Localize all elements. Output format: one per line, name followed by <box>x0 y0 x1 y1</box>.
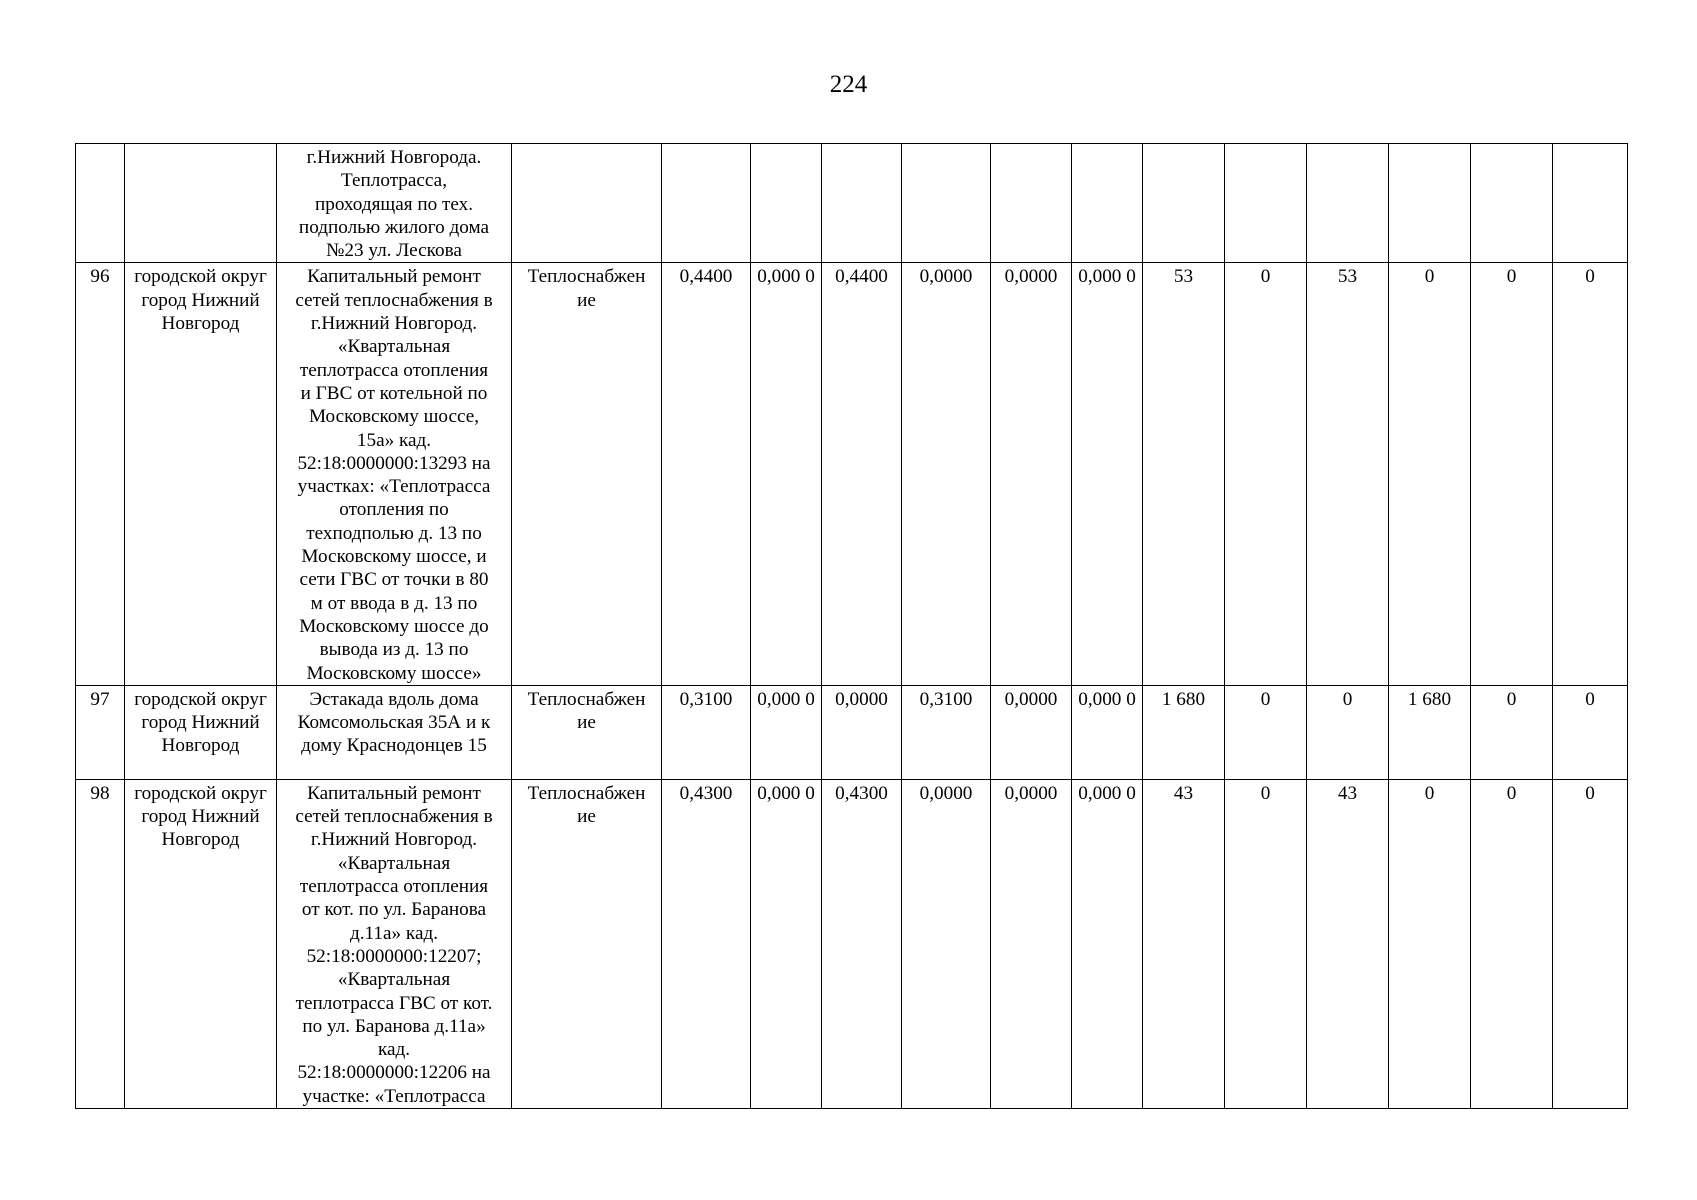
description-line: Московскому шоссе до <box>299 615 489 637</box>
value-cell: 0 <box>1389 263 1471 685</box>
value-cell: 0,0000 <box>902 263 991 685</box>
description-line: вывода из д. 13 по <box>319 639 469 661</box>
value-cell <box>1225 144 1307 263</box>
description-line: теплотрасса отопления <box>299 359 489 381</box>
description-line: д.11а» кад. <box>349 922 439 944</box>
description-line: «Квартальная <box>337 336 451 358</box>
value-cell: 0,4300 <box>822 779 902 1108</box>
description-line: и ГВС от котельной по <box>300 382 488 404</box>
value-cell <box>1471 144 1553 263</box>
value-cell: 0,000 0 <box>751 685 822 779</box>
description-line: сетей теплоснабжения в <box>295 806 493 828</box>
description-line: сети ГВС от точки в 80 <box>299 569 489 591</box>
municipality-cell: городской округ город Нижний Новгород <box>125 263 277 685</box>
value-cell: 0,0000 <box>822 685 902 779</box>
table-row <box>76 685 1628 779</box>
value-cell <box>1072 144 1143 263</box>
description-line: участках: «Теплотрасса <box>297 476 491 498</box>
value-cell: 0,0000 <box>991 263 1072 685</box>
type-cell: Теплоснабжен ие <box>512 779 662 1108</box>
description-cell <box>277 685 512 779</box>
description-line: «Квартальная <box>337 969 451 991</box>
description-line: Теплотрасса, <box>341 170 447 192</box>
description-line: сетей теплоснабжения в <box>295 289 493 311</box>
value-cell: 53 <box>1307 263 1389 685</box>
value-cell: 0,000 0 <box>1072 263 1143 685</box>
value-cell: 0 <box>1225 263 1307 685</box>
value-cell: 0,0000 <box>991 685 1072 779</box>
description-line: участке: «Теплотрасса <box>302 1085 486 1107</box>
description-line: Московскому шоссе» <box>306 662 482 684</box>
description-cell <box>277 144 512 263</box>
row-number-cell <box>76 144 125 263</box>
description-line: кад. <box>377 1039 411 1061</box>
description-line: дому Краснодонцев 15 <box>301 735 487 757</box>
value-cell: 0,000 0 <box>1072 685 1143 779</box>
value-cell: 0 <box>1471 263 1553 685</box>
value-cell: 43 <box>1143 779 1225 1108</box>
table-row <box>76 144 1628 263</box>
description-line: г.Нижний Новгород. <box>310 313 478 335</box>
value-cell <box>1389 144 1471 263</box>
value-cell: 1 680 <box>1143 685 1225 779</box>
description-line: проходящая по тех. <box>314 193 474 215</box>
value-cell: 0 <box>1225 779 1307 1108</box>
value-cell: 0,0000 <box>902 779 991 1108</box>
description-line: 52:18:0000000:13293 на <box>297 452 491 474</box>
value-cell: 53 <box>1143 263 1225 685</box>
description-line: Эстакада вдоль дома <box>309 688 479 710</box>
value-cell: 0 <box>1225 685 1307 779</box>
description-cell <box>277 263 512 685</box>
value-cell <box>662 144 751 263</box>
table-row <box>76 779 1628 1108</box>
description-line: Московскому шоссе, и <box>301 546 487 568</box>
row-number-cell: 96 <box>76 263 125 685</box>
value-cell: 0 <box>1553 685 1628 779</box>
value-cell: 0 <box>1553 263 1628 685</box>
value-cell: 0,4400 <box>822 263 902 685</box>
value-cell <box>991 144 1072 263</box>
row-number-cell: 98 <box>76 779 125 1108</box>
value-cell <box>1307 144 1389 263</box>
value-cell <box>751 144 822 263</box>
value-cell: 0,3100 <box>902 685 991 779</box>
table-body <box>76 144 1628 1109</box>
type-cell: Теплоснабжен ие <box>512 685 662 779</box>
description-line: Капитальный ремонт <box>307 266 481 288</box>
municipality-cell <box>125 144 277 263</box>
value-cell: 0 <box>1307 685 1389 779</box>
description-line: №23 ул. Лескова <box>326 240 462 262</box>
value-cell: 0 <box>1389 779 1471 1108</box>
value-cell: 43 <box>1307 779 1389 1108</box>
description-line: м от ввода в д. 13 по <box>310 592 478 614</box>
description-line: Капитальный ремонт <box>307 782 481 804</box>
type-cell: Теплоснабжен ие <box>512 263 662 685</box>
description-line: по ул. Баранова д.11а» <box>302 1015 486 1037</box>
description-line: 15а» кад. <box>356 429 432 451</box>
description-line: Московскому шоссе, <box>308 406 480 428</box>
value-cell: 0,4300 <box>662 779 751 1108</box>
municipality-cell: городской округ город Нижний Новгород <box>125 685 277 779</box>
value-cell: 0,3100 <box>662 685 751 779</box>
type-cell <box>512 144 662 263</box>
description-line: 52:18:0000000:12207; <box>306 945 482 967</box>
value-cell: 0,000 0 <box>751 779 822 1108</box>
description-line: 52:18:0000000:12206 на <box>297 1062 491 1084</box>
value-cell: 0 <box>1471 685 1553 779</box>
value-cell <box>822 144 902 263</box>
description-line: подполью жилого дома <box>298 216 490 238</box>
value-cell: 0 <box>1471 779 1553 1108</box>
table-row <box>76 263 1628 685</box>
value-cell <box>902 144 991 263</box>
value-cell <box>1143 144 1225 263</box>
description-line: теплотрасса отопления <box>299 876 489 898</box>
value-cell <box>1553 144 1628 263</box>
data-table <box>75 143 1628 1109</box>
value-cell: 0,000 0 <box>751 263 822 685</box>
value-cell: 0,000 0 <box>1072 779 1143 1108</box>
value-cell: 0 <box>1553 779 1628 1108</box>
value-cell: 1 680 <box>1389 685 1471 779</box>
description-cell <box>277 779 512 1108</box>
municipality-cell: городской округ город Нижний Новгород <box>125 779 277 1108</box>
value-cell: 0,0000 <box>991 779 1072 1108</box>
description-line: от кот. по ул. Баранова <box>301 899 487 921</box>
description-line: г.Нижний Новгород. <box>310 829 478 851</box>
page-number: 224 <box>829 71 868 98</box>
description-line: отопления по <box>339 499 449 521</box>
description-line: теплотрасса ГВС от кот. <box>295 992 493 1014</box>
description-line: Комсомольская 35А и к <box>297 712 491 734</box>
value-cell: 0,4400 <box>662 263 751 685</box>
description-line: техподполью д. 13 по <box>306 522 482 544</box>
description-line: г.Нижний Новгорода. <box>306 147 482 168</box>
description-line: «Квартальная <box>337 852 451 874</box>
row-number-cell: 97 <box>76 685 125 779</box>
